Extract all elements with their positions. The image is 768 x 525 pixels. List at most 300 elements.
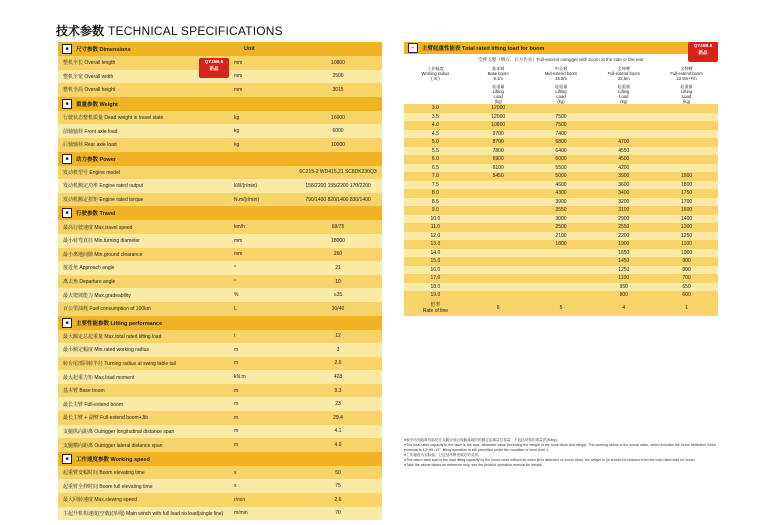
spec-row xyxy=(58,343,382,357)
spec-label: 基本臂 Base boom xyxy=(63,388,105,395)
radius-cell: 8.0 xyxy=(431,190,439,197)
spec-row xyxy=(58,466,382,480)
load-cell: 800 xyxy=(619,292,628,299)
load-cell: 900 xyxy=(682,258,691,265)
load-cell: 1450 xyxy=(618,258,630,265)
spec-row xyxy=(58,479,382,493)
spec-value: 3 xyxy=(336,346,340,353)
badge-line2: 新品 xyxy=(698,50,708,55)
right-table-header xyxy=(404,42,718,54)
left-spec-table xyxy=(58,42,382,520)
table-row xyxy=(404,181,718,190)
load-cell: 5000 xyxy=(555,173,567,180)
spec-label: 发动机额定功率 Engine rated output xyxy=(63,183,144,190)
load-cell: 4700 xyxy=(618,139,630,146)
spec-row xyxy=(58,275,382,289)
load-cell: 950 xyxy=(619,283,628,290)
section-rows xyxy=(58,330,382,452)
section-title: 动力参数 Power xyxy=(76,156,117,163)
column-head-line: 15.8m xyxy=(555,76,567,81)
spec-value: 260 xyxy=(333,251,343,258)
spec-unit: m xyxy=(234,346,239,353)
load-cell: 1900 xyxy=(681,173,693,180)
spec-label: 整机全宽 Overall width xyxy=(63,73,114,80)
radius-cell: 15.0 xyxy=(430,258,441,265)
load-head-line: (kg) xyxy=(620,99,628,104)
column-head-line: Full-extend boom xyxy=(670,71,703,76)
column-head-line: ( m ) xyxy=(431,76,440,81)
spec-label: 最小额定幅度 Min.rated working radius xyxy=(63,347,149,354)
spec-unit: mm xyxy=(234,73,243,80)
spec-unit: t xyxy=(234,333,236,340)
load-cell: 600 xyxy=(682,292,691,299)
rate-cell xyxy=(592,305,655,311)
spec-value: ≥35 xyxy=(333,292,343,299)
table-row xyxy=(404,121,718,130)
spec-unit: m/min xyxy=(234,510,248,517)
spec-row xyxy=(58,83,382,97)
load-cell: 4300 xyxy=(555,190,567,197)
spec-unit: mm xyxy=(234,86,243,93)
column-head-line: 中长臂 xyxy=(554,66,568,71)
load-cell: 4600 xyxy=(555,181,567,188)
load-cell: 8700 xyxy=(492,139,504,146)
spec-value: 75 xyxy=(335,483,341,490)
section-rows xyxy=(58,111,382,152)
spec-value: 428 xyxy=(333,374,343,381)
unit-header: Unit xyxy=(244,46,255,52)
spec-row xyxy=(58,438,382,452)
spec-label: 起重臂全伸时间 Boom full elevating time xyxy=(63,483,153,490)
column-heads xyxy=(404,66,718,81)
load-cell: 650 xyxy=(682,283,691,290)
column-head-line: 工作幅度 xyxy=(427,66,444,71)
rate-line: 1 xyxy=(685,304,688,311)
load-head-line: Load xyxy=(681,94,692,99)
radius-cell: 18.0 xyxy=(430,283,441,290)
load-cell: 1100 xyxy=(618,275,630,282)
section-rows xyxy=(58,466,382,520)
spec-row xyxy=(58,111,382,125)
spec-value: 158/2200 155/2200 170/2200 xyxy=(305,182,371,189)
spec-label: 发动机型号 Engine model xyxy=(63,169,120,176)
load-cell: 2200 xyxy=(618,232,630,239)
load-cell: 10800 xyxy=(491,122,506,129)
load-cell: 7400 xyxy=(555,130,567,137)
table-row xyxy=(404,266,718,275)
spec-row xyxy=(58,179,382,193)
load-head-line: Lifting xyxy=(492,89,504,94)
load-cell: 1700 xyxy=(681,198,693,205)
spec-label: 最长主臂 + 副臂 Full-extend boom+Jib xyxy=(63,415,149,422)
weight-icon: ■ xyxy=(62,99,72,109)
spec-unit: s xyxy=(234,469,237,476)
spec-unit: ° xyxy=(234,264,236,271)
table-row xyxy=(404,257,718,266)
radius-cell: 13.0 xyxy=(430,241,441,248)
load-head xyxy=(592,84,655,104)
load-cell: 2500 xyxy=(555,224,567,231)
table-row xyxy=(404,240,718,249)
section-title: 工作速度参数 Working speed xyxy=(76,456,150,463)
spec-row xyxy=(58,220,382,234)
spec-label: 发动机额定扭矩 Engine rated torque xyxy=(63,197,144,204)
spec-unit: km/h xyxy=(234,224,245,231)
spec-unit: s xyxy=(234,483,237,490)
spec-value: 29.4 xyxy=(333,414,343,421)
spec-value: 12 xyxy=(335,333,341,340)
load-cell: 7800 xyxy=(492,147,504,154)
spec-value: 10800 xyxy=(331,59,345,66)
load-cell: 6900 xyxy=(492,156,504,163)
spec-value: 790/1400 820/1400 830/1400 xyxy=(305,196,371,203)
spec-row xyxy=(58,261,382,275)
spec-label: 最大额定总起重量 Max.total rated lifting load xyxy=(63,333,162,340)
load-rows xyxy=(404,104,718,300)
rate-line: 倍率 xyxy=(430,302,441,308)
spec-label: 转台尾部回转半径 Turning radius at swing table tail xyxy=(63,360,176,367)
section-title: 行驶参数 Travel xyxy=(76,211,116,218)
load-cell: 1750 xyxy=(681,190,693,197)
spec-value: 4.1 xyxy=(334,428,342,435)
page-title xyxy=(56,22,283,39)
load-head-line: 起重量 xyxy=(680,84,693,89)
table-row xyxy=(404,198,718,207)
ruler-icon: ■ xyxy=(62,44,72,54)
column-head-line: 9.1m xyxy=(493,76,503,81)
load-head-line: 起重量 xyxy=(554,84,568,89)
radius-cell: 7.5 xyxy=(431,181,439,188)
spec-label: 最小离地间隙 Min.ground clearance xyxy=(63,251,143,258)
radius-cell: 5.5 xyxy=(431,147,439,154)
load-head xyxy=(655,84,718,104)
spec-unit: ° xyxy=(234,278,236,285)
load-cell: 1100 xyxy=(681,241,692,248)
column-head xyxy=(592,66,655,81)
load-cell: 800 xyxy=(682,266,691,273)
table-row xyxy=(404,155,718,164)
model-badge-right xyxy=(688,42,718,62)
spec-value: 9.3 xyxy=(334,387,342,394)
spec-unit: L xyxy=(234,305,237,312)
spec-unit: mm xyxy=(234,237,243,244)
spec-row xyxy=(58,370,382,384)
rate-line: Rate of line xyxy=(422,308,449,314)
table-row xyxy=(404,215,718,224)
radius-cell: 16.0 xyxy=(430,266,441,273)
load-cell: 3000 xyxy=(555,215,567,222)
load-cell: 9700 xyxy=(492,130,504,137)
rate-cell xyxy=(530,305,593,311)
load-head xyxy=(467,84,530,104)
radius-cell: 14.0 xyxy=(430,249,441,256)
column-head-line: 22.5m+Fm xyxy=(676,76,697,81)
table-row xyxy=(404,172,718,181)
title-cn: 技术参数 xyxy=(56,24,105,38)
spec-label: 后轴轴荷 Rear axle load xyxy=(63,142,117,149)
rate-cell xyxy=(467,305,530,311)
load-head-line: Lifting xyxy=(555,89,567,94)
load-cell: 6000 xyxy=(555,156,567,163)
spec-value: 3015 xyxy=(332,86,344,93)
spec-label: 最大起重力矩 Max.load moment xyxy=(63,374,135,381)
load-cell: 2100 xyxy=(555,232,567,239)
column-head-line: Mid-extend boom xyxy=(544,71,578,76)
table-row xyxy=(404,189,718,198)
load-cell: 4200 xyxy=(618,164,630,171)
spec-unit: m xyxy=(234,360,239,367)
spec-value: 10 xyxy=(335,278,341,285)
load-cell: 1800 xyxy=(681,181,693,188)
spec-unit: mm xyxy=(234,251,243,258)
load-cell: 3200 xyxy=(618,198,630,205)
load-cell: 2900 xyxy=(618,215,630,222)
table-row xyxy=(404,249,718,258)
spec-value: 6C215-2 WD415.21 SC8DK230Q3 xyxy=(299,169,377,176)
radius-cell: 4.0 xyxy=(431,122,439,129)
spec-unit: kg xyxy=(234,114,240,121)
load-cell: 3550 xyxy=(555,207,567,214)
spec-value: 2.6 xyxy=(334,496,342,503)
speed-icon: ■ xyxy=(62,454,72,464)
crane-icon: ⌐ xyxy=(408,43,418,53)
load-head-line: Load xyxy=(493,94,503,99)
spec-unit: kN.m xyxy=(234,374,246,381)
load-cell: 6400 xyxy=(555,147,567,154)
load-head xyxy=(530,84,593,104)
load-cell: 1250 xyxy=(618,266,630,273)
radius-cell: 19.0 xyxy=(430,292,441,299)
column-head xyxy=(404,66,467,81)
radius-cell: 11.0 xyxy=(430,224,441,231)
column-head xyxy=(655,66,718,81)
load-cell: 1400 xyxy=(681,215,693,222)
rate-line: 5 xyxy=(559,304,563,311)
spec-row xyxy=(58,234,382,248)
spec-row xyxy=(58,493,382,507)
spec-row xyxy=(58,330,382,344)
spec-unit: r/min xyxy=(234,496,246,503)
spec-label: 整机全长 Overall length xyxy=(63,60,116,67)
note-line: ●The rated rated load is the load lifting capacity by the boom head without jib when jib is attached on boom head, the weight of jib should be reduced from the total rated load for boom. xyxy=(404,458,696,462)
load-cell: 4500 xyxy=(618,156,630,163)
radius-cell: 17.0 xyxy=(430,275,441,282)
note-line: ●Take the above tables as reference only, see the product operation manual for details. xyxy=(404,463,543,467)
load-head-line: 起重量 xyxy=(617,84,631,89)
load-cell: 5500 xyxy=(555,164,567,171)
section-rows xyxy=(58,166,382,207)
column-head xyxy=(530,66,593,81)
radius-cell: 10.0 xyxy=(430,215,441,222)
spec-row xyxy=(58,425,382,439)
spec-row xyxy=(58,288,382,302)
load-cell: 1600 xyxy=(681,207,693,214)
spec-value: 2.6 xyxy=(334,360,342,367)
rate-cell xyxy=(655,305,718,311)
section-header xyxy=(58,42,382,56)
load-cell: 6800 xyxy=(555,139,567,146)
spec-value: 4.9 xyxy=(334,442,342,449)
load-cell: 3100 xyxy=(618,207,630,214)
badge-line1: QY25B.5 xyxy=(693,43,713,48)
spec-label: 离去角 Departure angle xyxy=(63,279,116,286)
badge-line1: QY25B.5 xyxy=(204,59,224,64)
column-head-line: Full-extend boom xyxy=(607,71,640,76)
right-load-table xyxy=(404,42,718,316)
rate-label xyxy=(404,301,467,314)
radius-cell: 6.0 xyxy=(431,156,439,163)
load-cell: 12000 xyxy=(491,113,506,120)
spec-label: 最高行驶速度 Max.travel speed xyxy=(63,224,133,231)
load-head xyxy=(404,84,467,104)
spec-label: 行驶状态整机质量 Dead weight in travel state xyxy=(63,115,164,122)
spec-label: 最大回转速度 Max.slewing speed xyxy=(63,497,137,504)
radius-cell: 4.5 xyxy=(431,130,439,137)
load-heads xyxy=(404,84,718,104)
spec-unit: kg xyxy=(234,128,240,135)
load-cell: 4550 xyxy=(618,147,630,154)
load-cell: 3900 xyxy=(618,173,630,180)
spec-value: 30/40 xyxy=(331,305,345,312)
section-title: 尺寸参数 Dimensions xyxy=(76,47,131,53)
spec-label: 主起升机构速度(空载)(单绳) Main winch with full load no load(single line) xyxy=(63,510,224,517)
table-row xyxy=(404,147,718,156)
spec-row xyxy=(58,507,382,521)
spec-unit: m xyxy=(234,414,239,421)
table-row xyxy=(404,130,718,139)
engine-icon: ■ xyxy=(62,154,72,164)
load-cell: 3900 xyxy=(555,198,567,205)
spec-label: 最大爬坡能力 Max.gradeability xyxy=(63,292,131,299)
spec-row xyxy=(58,397,382,411)
spec-unit: N.m/(r/min) xyxy=(234,196,259,203)
spec-label: 整机全高 Overall height xyxy=(63,87,116,94)
spec-label: 支腿纵向距离 Outrigger longitudinal distance span xyxy=(63,428,175,435)
spec-value: 23 xyxy=(335,401,341,408)
column-head-line: Base boom xyxy=(487,71,509,76)
rate-line: 4 xyxy=(622,304,626,311)
load-cell: 7500 xyxy=(555,113,567,120)
column-head xyxy=(467,66,530,81)
rate-row xyxy=(404,300,718,316)
radius-cell: 7.0 xyxy=(431,173,439,180)
spec-label: 最长主臂 Full-extend boom xyxy=(63,401,124,408)
load-cell: 1650 xyxy=(618,249,630,256)
load-cell: 3400 xyxy=(618,190,630,197)
section-title: 主要性能参数 Lifting performance xyxy=(76,320,163,327)
radius-cell: 6.5 xyxy=(431,164,439,171)
table-row xyxy=(404,232,718,241)
note-line: ●The total rated capacity in the table is the max. allowable value (including the weight of the hook block and slings). The working radius is the actual value, which includes the boom deflection when pressure is 12t,H0=10°, lifting operation is still permitted under the condition of wind level 4. xyxy=(404,443,716,452)
table-row xyxy=(404,274,718,283)
note-line: ●工作幅度为实际值，已包括吊臂受载后的变形。 xyxy=(404,453,482,457)
load-cell: 3600 xyxy=(618,181,630,188)
table-row xyxy=(404,138,718,147)
spec-value: 70 xyxy=(335,510,341,517)
section-rows xyxy=(58,220,382,315)
spec-unit: m xyxy=(234,442,239,449)
note-line: ●表中所列起重性能是在支腿全伸且轮胎离地时的额定起重量总重量，不包括吊钩的重量(约80kg)； xyxy=(404,438,561,442)
load-head-line: Lifting xyxy=(680,89,693,94)
column-head-line: 基本臂 xyxy=(491,66,505,71)
load-head-line: Load xyxy=(619,94,629,99)
load-head-line: 起重量 xyxy=(491,84,505,89)
column-head-line: 全伸臂 xyxy=(680,66,693,71)
spec-unit: m xyxy=(234,387,239,394)
spec-label: 前轴轴荷 Front axle load xyxy=(63,128,118,135)
spec-row xyxy=(58,384,382,398)
load-cell: 5450 xyxy=(492,173,504,180)
load-head-line: (kg) xyxy=(682,99,691,104)
load-cell: 1900 xyxy=(618,241,630,248)
load-cell: 12000 xyxy=(491,105,506,112)
load-head-line: Load xyxy=(556,94,566,99)
column-head-line: 全伸臂 xyxy=(617,66,631,71)
spec-value: 50 xyxy=(335,469,341,476)
spec-row xyxy=(58,124,382,138)
radius-cell: 5.0 xyxy=(431,139,439,146)
spec-unit: mm xyxy=(234,59,243,66)
load-cell: 1800 xyxy=(555,241,567,248)
spec-value: 21 xyxy=(335,264,341,271)
right-table-subtitle: 全伸支腿（侧方、后方作业）Full-extend outrigger with boom at the side or the rear xyxy=(478,57,644,62)
spec-unit: m xyxy=(234,401,239,408)
table-row xyxy=(404,223,718,232)
model-badge-left xyxy=(199,58,229,78)
radius-cell: 8.5 xyxy=(431,198,439,205)
radius-cell: 3.0 xyxy=(431,105,439,112)
table-row xyxy=(404,283,718,292)
load-cell: 2550 xyxy=(618,224,630,231)
radius-cell: 12.0 xyxy=(430,232,441,239)
radius-cell: 3.5 xyxy=(431,113,439,120)
spec-row xyxy=(58,302,382,316)
table-row xyxy=(404,206,718,215)
spec-unit: kW/(r/min) xyxy=(234,182,258,189)
spec-unit: kg xyxy=(234,141,240,148)
section-header xyxy=(58,206,382,220)
lifting-icon: ■ xyxy=(62,318,72,328)
travel-icon: ■ xyxy=(62,208,72,218)
spec-unit: m xyxy=(234,428,239,435)
spec-value: 16000 xyxy=(331,114,345,121)
spec-value: 10000 xyxy=(331,141,345,148)
spec-label: 支腿横向距离 Outrigger lateral distance span xyxy=(63,442,163,449)
spec-value: 2500 xyxy=(332,73,344,80)
spec-row xyxy=(58,193,382,207)
section-header xyxy=(58,452,382,466)
load-cell: 1000 xyxy=(681,249,693,256)
right-table-title: 主臂起重性能表 Total rated lifting load for boom xyxy=(422,46,545,52)
spec-label: 百公里油耗 Fuel consumption of 100km xyxy=(63,306,151,313)
spec-unit: % xyxy=(234,292,239,299)
title-en: TECHNICAL SPECIFICATIONS xyxy=(108,24,283,38)
spec-label: 接近角 Approach angle xyxy=(63,265,115,272)
load-cell: 700 xyxy=(682,275,691,282)
spec-label: 最小转弯直径 Min.turning diameter xyxy=(63,238,140,245)
spec-row xyxy=(58,166,382,180)
badge-line2: 新品 xyxy=(209,66,219,71)
load-cell: 6100 xyxy=(492,164,504,171)
rate-line: 6 xyxy=(496,304,500,311)
section-header xyxy=(58,152,382,166)
load-cell: 1250 xyxy=(681,232,693,239)
spec-row xyxy=(58,248,382,262)
table-row xyxy=(404,164,718,173)
column-head-line: Working radius xyxy=(421,71,450,76)
spec-value: 18000 xyxy=(331,237,345,244)
spec-row xyxy=(58,411,382,425)
